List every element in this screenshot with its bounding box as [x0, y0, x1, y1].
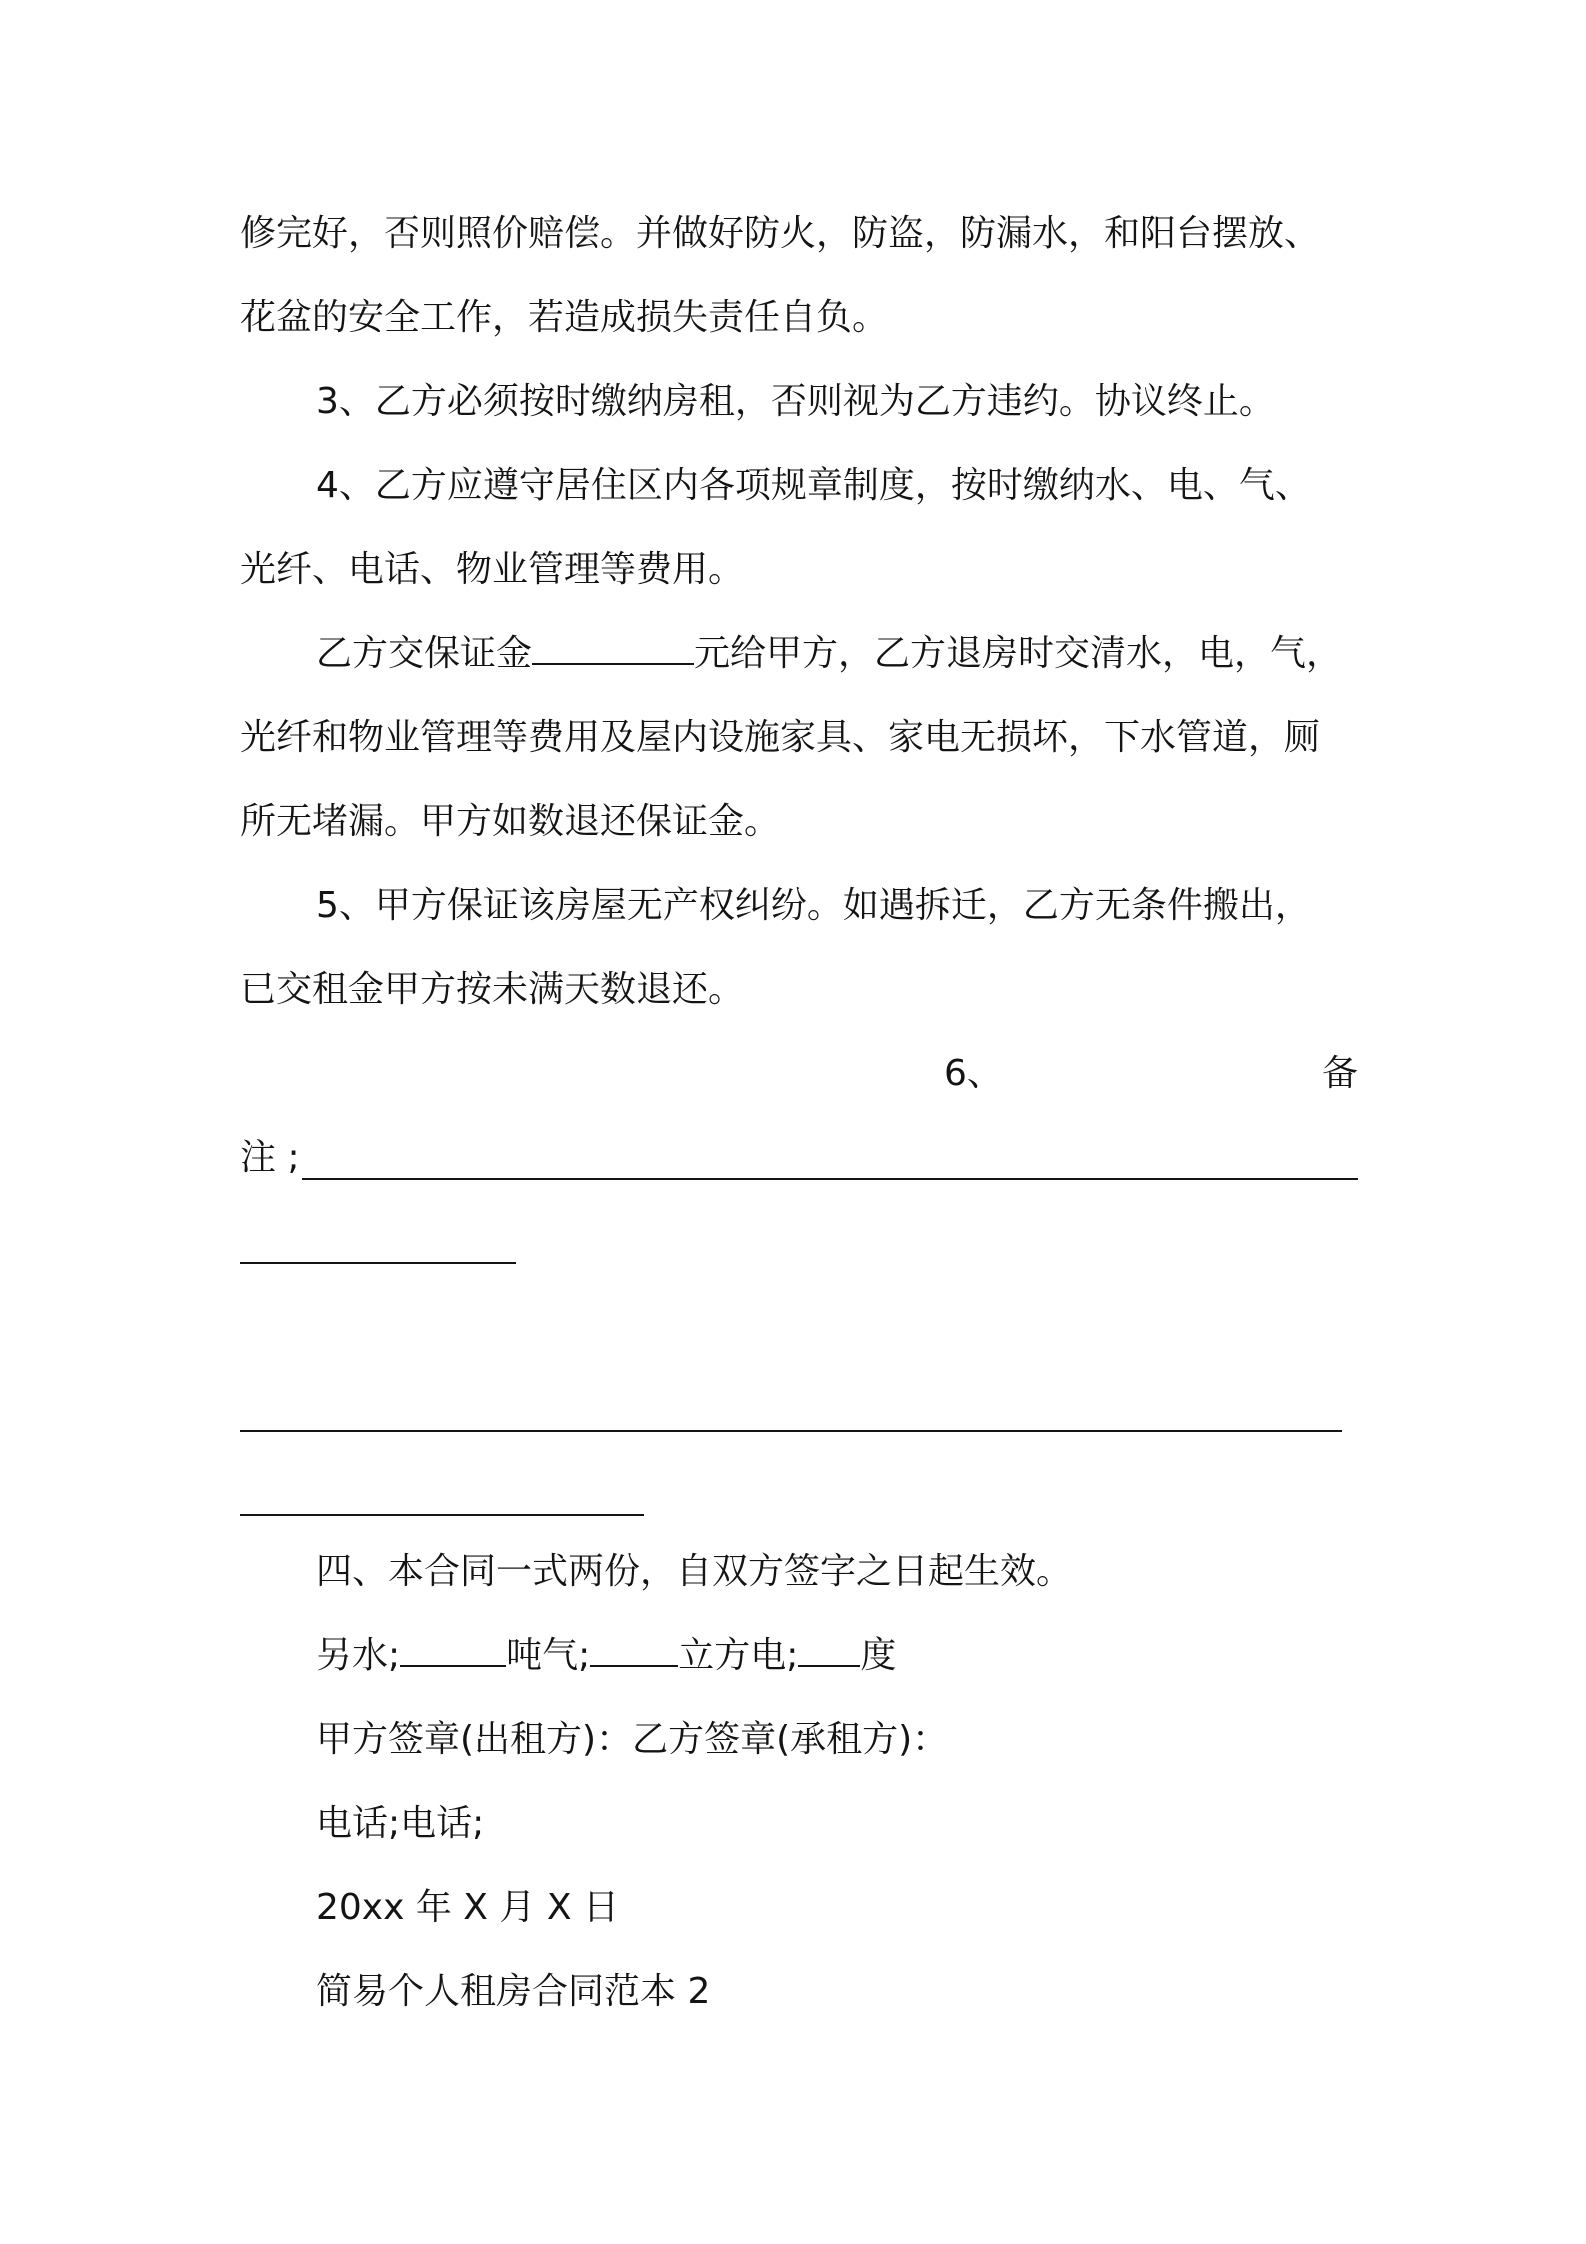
remark-heading	[944, 1052, 1358, 1095]
deposit-label: 乙方交保证金	[316, 633, 533, 674]
text-line: 已交租金甲方按未满天数退还。	[240, 969, 745, 1010]
paragraph-line	[240, 212, 1358, 255]
date-line	[316, 1886, 619, 1929]
utility-readings	[316, 1634, 896, 1677]
phone-line	[316, 1802, 484, 1845]
deposit-text: 元给甲方，乙方退房时交清水，电，气，	[694, 633, 1343, 674]
deposit-paragraph	[316, 632, 1342, 675]
gas-unit: 立方电;	[678, 1635, 799, 1676]
deposit-amount-blank[interactable]	[532, 633, 694, 665]
power-unit: 度	[860, 1635, 897, 1676]
text-line: 修完好，否则照价赔偿。并做好防火，防盗，防漏水，和阳台摆放、	[240, 213, 1321, 254]
utility-prefix: 另水;	[316, 1635, 401, 1676]
water-reading-blank[interactable]	[400, 1635, 506, 1667]
remark-blank-4[interactable]	[240, 1514, 644, 1516]
remark-blank-2[interactable]	[240, 1262, 516, 1264]
text-line: 简易个人租房合同范本 2	[316, 1971, 711, 2012]
remark-label-part2: 注 ;	[240, 1137, 300, 1178]
text-line: 光纤和物业管理等费用及屋内设施家具、家电无损坏，下水管道，厕	[240, 717, 1321, 758]
remark-line	[240, 1136, 300, 1179]
text-line: 4、乙方应遵守居住区内各项规章制度，按时缴纳水、电、气、	[316, 465, 1311, 506]
water-unit: 吨气;	[506, 1635, 591, 1676]
text-line: 所无堵漏。甲方如数退还保证金。	[240, 801, 781, 842]
clause-3	[316, 380, 1275, 423]
remark-blank-3[interactable]	[240, 1430, 1342, 1432]
text-line: 3、乙方必须按时缴纳房租，否则视为乙方违约。协议终止。	[316, 381, 1275, 422]
text-line: 20xx 年 X 月 X 日	[316, 1887, 619, 1928]
clause-5	[316, 884, 1311, 927]
text-line: 电话;电话;	[316, 1803, 485, 1844]
paragraph-line	[240, 716, 1320, 759]
clause-4-continued	[240, 548, 744, 591]
remark-blank-1[interactable]	[302, 1178, 1358, 1180]
next-section-title	[316, 1970, 710, 2013]
clause-4	[316, 464, 1311, 507]
text-line: 四、本合同一式两份，自双方签字之日起生效。	[316, 1551, 1073, 1592]
power-reading-blank[interactable]	[798, 1635, 860, 1667]
gas-reading-blank[interactable]	[590, 1635, 678, 1667]
text-line: 花盆的安全工作，若造成损失责任自负。	[240, 297, 889, 338]
text-line: 甲方签章(出租方)：乙方签章(承租方)：	[316, 1719, 949, 1760]
signature-line	[316, 1718, 948, 1761]
clause-5-continued	[240, 968, 744, 1011]
text-line: 5、甲方保证该房屋无产权纠纷。如遇拆迁，乙方无条件搬出，	[316, 885, 1311, 926]
text-line: 光纤、电话、物业管理等费用。	[240, 549, 745, 590]
remark-label-part1: 备	[1321, 1053, 1358, 1094]
paragraph-line	[240, 296, 888, 339]
remark-number: 6、	[944, 1053, 1003, 1094]
contract-copies-clause	[316, 1550, 1072, 1593]
paragraph-line	[240, 800, 780, 843]
